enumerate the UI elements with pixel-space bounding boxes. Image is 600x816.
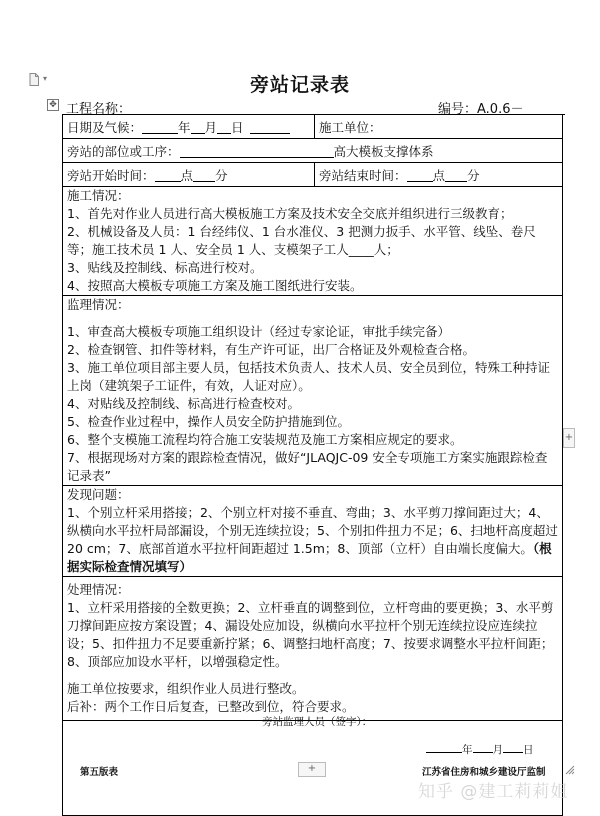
problems-section[interactable] <box>63 486 563 577</box>
part-process-value: 高大模板支撑体系 <box>333 143 434 159</box>
start-time-cell[interactable]: 旁站开始时间： 点 分 <box>63 163 315 187</box>
end-time-label: 旁站结束时间： <box>319 167 407 183</box>
signature-date[interactable]: 年 月 日 <box>426 742 534 757</box>
supervision-heading: 监理情况： <box>67 297 130 312</box>
add-row-button[interactable]: + <box>298 762 326 777</box>
problems-text: 1、个别立杆采用搭接；2、个别立杆对接不垂直、弯曲；3、水平剪刀撑间距过大；4、纵横向水平拉杆局部漏设，个别无连续拉设；5、个别扣件扭力不足；6、扫地杆高度超过 20 cm；7、底部首道水平拉杆间距超过 1.5m；8、顶部（立杆）自由端长度偏大。（根据实际检查情况填写） <box>67 505 558 574</box>
construction-unit-cell[interactable] <box>315 115 563 139</box>
watermark: 知乎 @建工莉莉姐 <box>418 782 569 802</box>
start-time-label: 旁站开始时间： <box>67 167 155 183</box>
signature-label: 旁站监理人员（签字）： <box>262 716 373 728</box>
problems-heading: 发现问题： <box>67 487 130 502</box>
part-process-cell[interactable] <box>63 139 563 163</box>
supervision-line: 6、整个支模施工流程均符合施工安装规范及施工方案相应规定的要求。 <box>67 432 463 447</box>
supervision-line: 3、施工单位项目部主要人员，包括技术负责人、技术人员、安全员到位，特殊工种持证上岗（建筑架子工证件，有效，人证对应）。 <box>67 360 550 393</box>
construction-line: 4、按照高大模板专项施工方案及施工图纸进行安装。 <box>67 278 363 293</box>
construction-line: 3、贴线及控制线、标高进行校对。 <box>67 260 263 275</box>
handling-heading: 处理情况： <box>67 582 130 597</box>
footer-edition: 第五版表 <box>80 767 119 778</box>
problems-note: （根据实际检查情况填写） <box>67 541 552 574</box>
handling-line: 后补：两个工作日后复查，已整改到位，符合要求。 <box>67 699 355 714</box>
number-label: 编号：A.0.6－ <box>438 102 524 117</box>
handling-text: 1、立杆采用搭接的全数更换；2、立杆垂直的调整到位，立杆弯曲的要更换；3、水平剪刀撑间距应按方案设置；4、漏设处应加设，纵横向水平拉杆个别无连续拉设应连续拉设；5、扣件扭力不足要重新拧紧；6、调整扫地杆高度；7、按要求调整水平拉杆间距；8、顶部应加设水平杆，以增强稳定性。 <box>67 600 554 669</box>
project-name-label: 工程名称： <box>66 102 132 117</box>
handling-line: 施工单位按要求，组织作业人员进行整改。 <box>67 681 305 696</box>
supervision-line: 7、根据现场对方案的跟踪检查情况，做好“JLAQJC-09 安全专项施工方案实施跟踪检查记录表” <box>67 450 548 483</box>
handling-section[interactable] <box>63 577 563 721</box>
move-handle-icon[interactable]: ✥ <box>47 99 59 111</box>
end-time-cell[interactable]: 旁站结束时间： 点 分 <box>315 163 563 187</box>
record-table <box>62 114 563 816</box>
supervision-line: 4、对贴线及控制线、标高进行检查校对。 <box>67 396 300 411</box>
construction-line: 2、机械设备及人员：1 台经纬仪、1 台水准仪、3 把测力扳手、水平管、线坠、卷尺等；施工技术员 1 人、安全员 1 人、支模架子工人____人； <box>67 224 536 257</box>
construction-line: 1、首先对作业人员进行高大模板施工方案及技术安全交底并组织进行三级教育； <box>67 206 513 221</box>
supervision-section[interactable] <box>63 296 563 486</box>
supervision-line: 2、检查钢管、扣件等材料，有生产许可证，出厂合格证及外观检查合格。 <box>67 342 475 357</box>
date-weather-cell[interactable]: 日期及气候： 年 月 日 <box>63 115 315 139</box>
chevron-down-icon[interactable]: ▾ <box>43 74 48 83</box>
supervision-line: 5、检查作业过程中，操作人员安全防护措施到位。 <box>67 414 350 429</box>
resize-handle-icon[interactable] <box>565 765 575 775</box>
page-title: 旁站记录表 <box>249 74 350 96</box>
part-process-label: 旁站的部位或工序： <box>67 143 180 159</box>
construction-unit-label: 施工单位： <box>319 119 382 135</box>
footer-issuer: 江苏省住房和城乡建设厅监制 <box>422 767 546 778</box>
supervision-line: 1、审查高大模板专项施工组织设计（经过专家论证，审批手续完备） <box>67 324 450 339</box>
construction-section[interactable] <box>63 187 563 296</box>
date-weather-label: 日期及气候： <box>67 119 143 135</box>
construction-heading: 施工情况： <box>67 188 130 203</box>
add-column-button[interactable]: + <box>563 428 575 448</box>
